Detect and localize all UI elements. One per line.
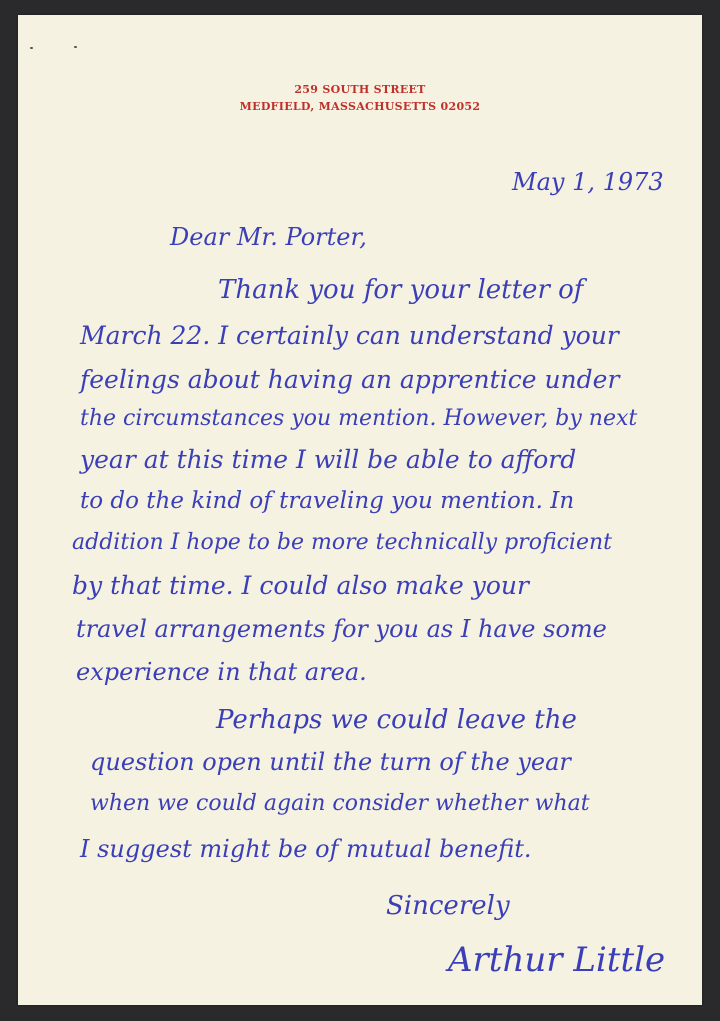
body-line: to do the kind of traveling you mention. In [80, 488, 575, 514]
body-line: by that time. I could also make your [72, 571, 529, 600]
letterhead [18, 81, 702, 115]
body-line: when we could again consider whether what [90, 791, 590, 816]
paper-speck [74, 46, 77, 48]
letter-salutation: Dear Mr. Porter, [170, 223, 367, 251]
body-line: March 22. I certainly can understand your [80, 321, 619, 350]
letter-sheet [18, 15, 702, 1005]
signature: Arthur Little [448, 940, 666, 980]
body-line: Thank you for your letter of [218, 275, 584, 305]
body-line: question open until the turn of the year [90, 748, 571, 776]
body-line: the circumstances you mention. However, by next [80, 406, 638, 431]
letter-date: May 1, 1973 [512, 168, 664, 196]
paper-speck [30, 47, 33, 49]
body-line: Perhaps we could leave the [216, 705, 577, 735]
body-line: I suggest might be of mutual benefit. [80, 835, 532, 863]
body-line: feelings about having an apprentice under [80, 365, 620, 394]
letterhead-city: MEDFIELD, MASSACHUSETTS 02052 [239, 100, 481, 113]
letter-closing: Sincerely [386, 891, 510, 921]
body-line: addition I hope to be more technically proficient [72, 530, 612, 555]
body-line: travel arrangements for you as I have some [76, 615, 607, 643]
body-line: year at this time I will be able to afford [80, 445, 577, 474]
body-line: experience in that area. [76, 658, 367, 686]
letterhead-street: 259 SOUTH STREET [294, 83, 426, 96]
